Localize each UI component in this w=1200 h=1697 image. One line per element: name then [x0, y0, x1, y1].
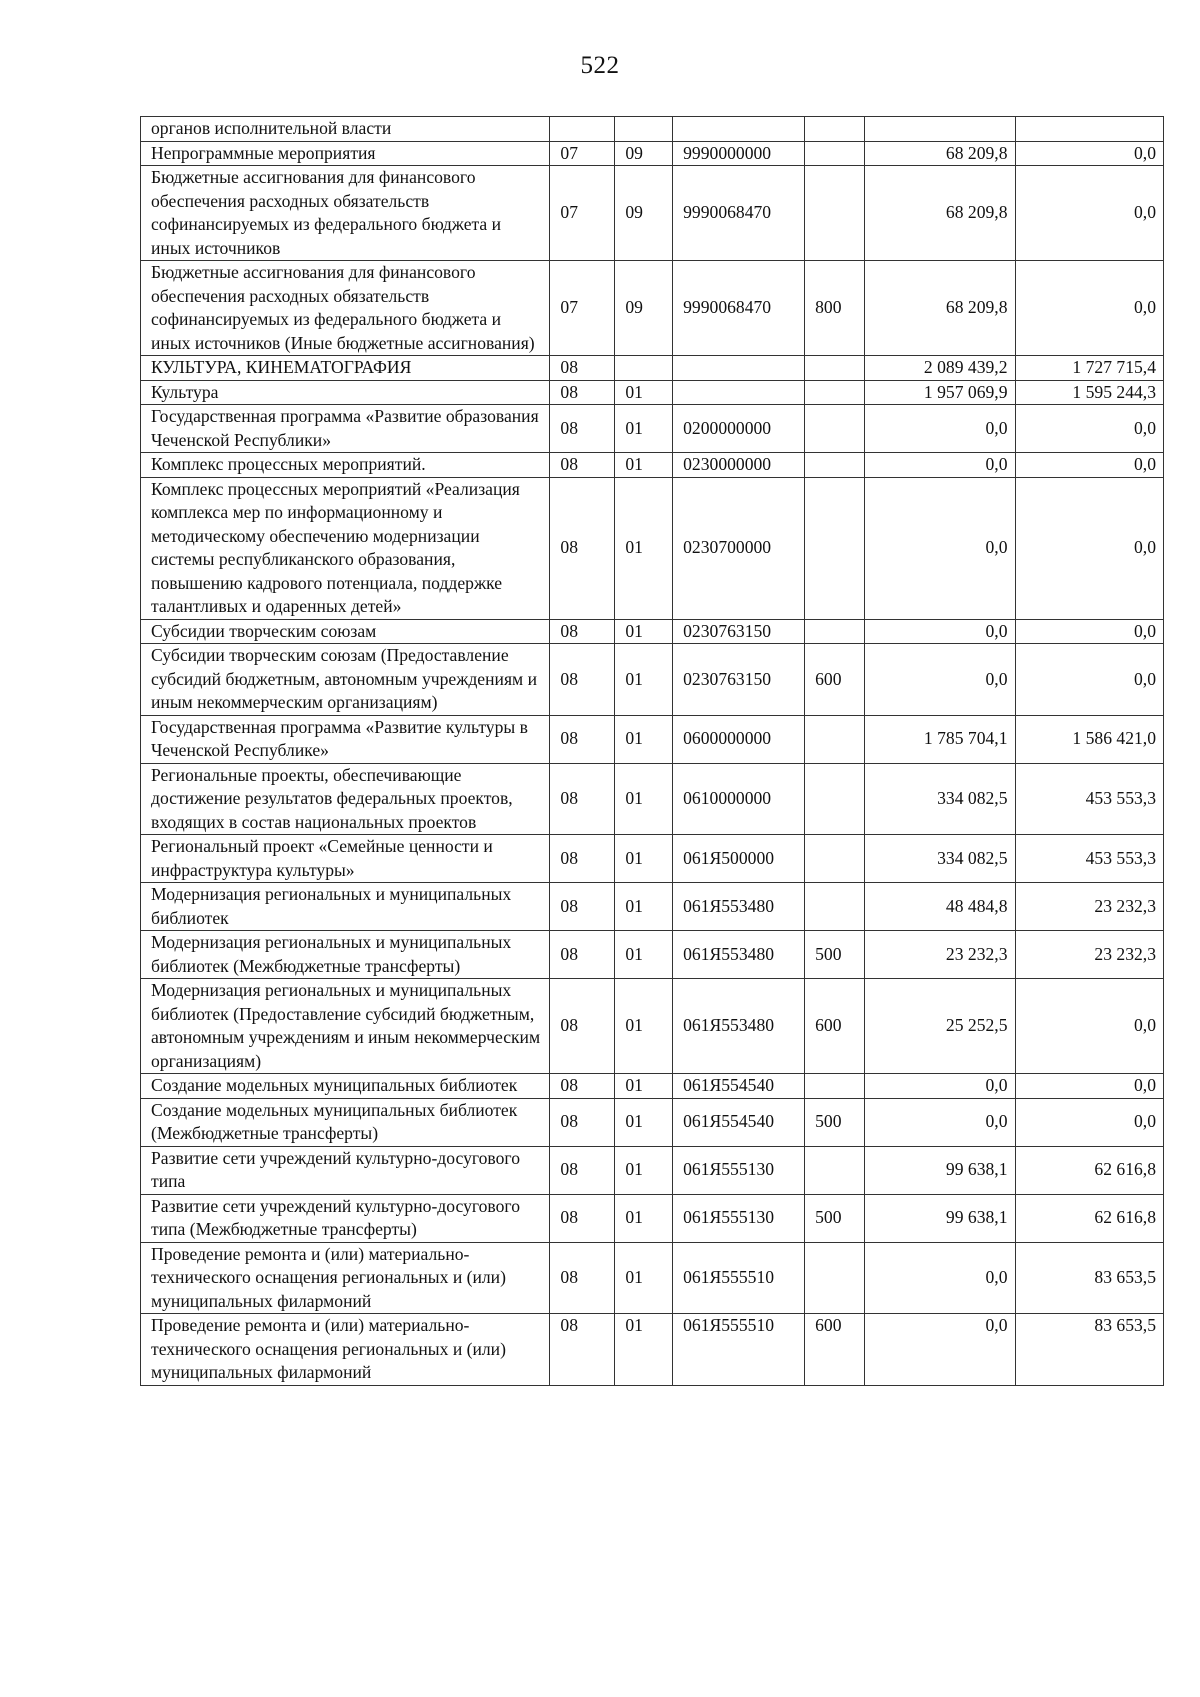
table-row	[141, 1314, 1164, 1386]
expense-type-code	[805, 835, 865, 883]
table-row	[141, 380, 1164, 405]
target-article-code: 061Я555510	[673, 1242, 805, 1314]
row-name: Непрограммные мероприятия	[141, 141, 550, 166]
expense-type-code	[805, 619, 865, 644]
amount-year-2: 1 727 715,4	[1015, 356, 1164, 381]
subsection-code: 09	[615, 141, 673, 166]
amount-year-1: 1 785 704,1	[864, 715, 1015, 763]
budget-table-body	[141, 117, 1164, 1386]
subsection-code: 01	[615, 883, 673, 931]
table-row	[141, 883, 1164, 931]
table-row	[141, 715, 1164, 763]
amount-year-2: 0,0	[1015, 979, 1164, 1074]
row-name: Комплекс процессных мероприятий.	[141, 453, 550, 478]
target-article-code	[673, 380, 805, 405]
row-name: Государственная программа «Развитие культуры в Чеченской Республике»	[141, 715, 550, 763]
amount-year-2: 453 553,3	[1015, 835, 1164, 883]
table-row	[141, 835, 1164, 883]
target-article-code: 061Я553480	[673, 979, 805, 1074]
section-code	[550, 117, 615, 142]
target-article-code: 0230700000	[673, 477, 805, 619]
table-row	[141, 979, 1164, 1074]
amount-year-2: 23 232,3	[1015, 883, 1164, 931]
amount-year-1: 23 232,3	[864, 931, 1015, 979]
subsection-code: 09	[615, 261, 673, 356]
amount-year-1: 0,0	[864, 644, 1015, 716]
subsection-code: 01	[615, 405, 673, 453]
amount-year-1: 0,0	[864, 477, 1015, 619]
amount-year-2	[1015, 117, 1164, 142]
row-name: Культура	[141, 380, 550, 405]
expense-type-code	[805, 477, 865, 619]
amount-year-2: 0,0	[1015, 619, 1164, 644]
section-code: 08	[550, 1194, 615, 1242]
target-article-code: 9990068470	[673, 261, 805, 356]
section-code: 08	[550, 979, 615, 1074]
row-name: Модернизация региональных и муниципальных библиотек (Межбюджетные трансферты)	[141, 931, 550, 979]
row-name: Субсидии творческим союзам	[141, 619, 550, 644]
amount-year-2: 453 553,3	[1015, 763, 1164, 835]
section-code: 08	[550, 356, 615, 381]
subsection-code	[615, 356, 673, 381]
amount-year-2: 62 616,8	[1015, 1194, 1164, 1242]
amount-year-2: 83 653,5	[1015, 1314, 1164, 1386]
expense-type-code: 500	[805, 1098, 865, 1146]
subsection-code: 01	[615, 715, 673, 763]
target-article-code: 0230000000	[673, 453, 805, 478]
target-article-code: 061Я554540	[673, 1098, 805, 1146]
row-name: КУЛЬТУРА, КИНЕМАТОГРАФИЯ	[141, 356, 550, 381]
subsection-code: 01	[615, 644, 673, 716]
row-name: Проведение ремонта и (или) материально-технического оснащения региональных и (или) муниципальных филармоний	[141, 1242, 550, 1314]
table-row	[141, 141, 1164, 166]
section-code: 08	[550, 715, 615, 763]
target-article-code: 0610000000	[673, 763, 805, 835]
expense-type-code: 600	[805, 1314, 865, 1386]
target-article-code: 0230763150	[673, 619, 805, 644]
target-article-code: 061Я555130	[673, 1194, 805, 1242]
expense-type-code	[805, 141, 865, 166]
section-code: 08	[550, 1242, 615, 1314]
expense-type-code: 600	[805, 644, 865, 716]
target-article-code: 061Я500000	[673, 835, 805, 883]
expense-type-code	[805, 763, 865, 835]
amount-year-2: 1 595 244,3	[1015, 380, 1164, 405]
section-code: 08	[550, 763, 615, 835]
target-article-code: 9990000000	[673, 141, 805, 166]
section-code: 08	[550, 644, 615, 716]
amount-year-1: 0,0	[864, 1242, 1015, 1314]
table-row	[141, 405, 1164, 453]
subsection-code: 01	[615, 1314, 673, 1386]
table-row	[141, 1194, 1164, 1242]
amount-year-2: 0,0	[1015, 405, 1164, 453]
amount-year-1	[864, 117, 1015, 142]
expense-type-code	[805, 380, 865, 405]
table-row	[141, 931, 1164, 979]
table-row	[141, 166, 1164, 261]
amount-year-1: 1 957 069,9	[864, 380, 1015, 405]
expense-type-code	[805, 1242, 865, 1314]
subsection-code: 01	[615, 931, 673, 979]
expense-type-code	[805, 715, 865, 763]
row-name: Модернизация региональных и муниципальных библиотек	[141, 883, 550, 931]
subsection-code: 01	[615, 979, 673, 1074]
target-article-code	[673, 117, 805, 142]
target-article-code: 061Я553480	[673, 931, 805, 979]
section-code: 08	[550, 931, 615, 979]
target-article-code: 0230763150	[673, 644, 805, 716]
amount-year-2: 1 586 421,0	[1015, 715, 1164, 763]
subsection-code: 01	[615, 453, 673, 478]
row-name: Бюджетные ассигнования для финансового обеспечения расходных обязательств софинансируемых из федерального бюджета и иных источников	[141, 166, 550, 261]
expense-type-code: 500	[805, 931, 865, 979]
row-name: Региональные проекты, обеспечивающие достижение результатов федеральных проектов, входящих в состав национальных проектов	[141, 763, 550, 835]
target-article-code: 0600000000	[673, 715, 805, 763]
expense-type-code	[805, 117, 865, 142]
subsection-code: 01	[615, 619, 673, 644]
target-article-code: 9990068470	[673, 166, 805, 261]
section-code: 08	[550, 477, 615, 619]
section-code: 08	[550, 1074, 615, 1099]
section-code: 08	[550, 883, 615, 931]
section-code: 08	[550, 1098, 615, 1146]
budget-table	[140, 116, 1164, 1386]
expense-type-code	[805, 166, 865, 261]
subsection-code: 01	[615, 477, 673, 619]
section-code: 08	[550, 453, 615, 478]
amount-year-1: 334 082,5	[864, 763, 1015, 835]
amount-year-2: 0,0	[1015, 1074, 1164, 1099]
table-row	[141, 477, 1164, 619]
amount-year-1: 334 082,5	[864, 835, 1015, 883]
table-row	[141, 1146, 1164, 1194]
target-article-code: 061Я555130	[673, 1146, 805, 1194]
table-row	[141, 619, 1164, 644]
target-article-code: 0200000000	[673, 405, 805, 453]
table-row	[141, 261, 1164, 356]
section-code: 08	[550, 619, 615, 644]
subsection-code	[615, 117, 673, 142]
row-name: Создание модельных муниципальных библиотек	[141, 1074, 550, 1099]
amount-year-2: 0,0	[1015, 644, 1164, 716]
amount-year-1: 0,0	[864, 1314, 1015, 1386]
expense-type-code	[805, 1074, 865, 1099]
expense-type-code	[805, 356, 865, 381]
row-name: Модернизация региональных и муниципальных библиотек (Предоставление субсидий бюджетным, автономным учреждениям и иным некоммерческим организациям)	[141, 979, 550, 1074]
amount-year-1: 68 209,8	[864, 166, 1015, 261]
subsection-code: 01	[615, 380, 673, 405]
table-row	[141, 1242, 1164, 1314]
row-name: Создание модельных муниципальных библиотек (Межбюджетные трансферты)	[141, 1098, 550, 1146]
row-name: Развитие сети учреждений культурно-досугового типа	[141, 1146, 550, 1194]
row-name: Бюджетные ассигнования для финансового обеспечения расходных обязательств софинансируемых из федерального бюджета и иных источников (Иные бюджетные ассигнования)	[141, 261, 550, 356]
amount-year-1: 68 209,8	[864, 261, 1015, 356]
table-row	[141, 356, 1164, 381]
amount-year-2: 83 653,5	[1015, 1242, 1164, 1314]
amount-year-2: 0,0	[1015, 1098, 1164, 1146]
amount-year-1: 68 209,8	[864, 141, 1015, 166]
amount-year-1: 0,0	[864, 405, 1015, 453]
amount-year-2: 0,0	[1015, 261, 1164, 356]
row-name: Субсидии творческим союзам (Предоставление субсидий бюджетным, автономным учреждениям и иным некоммерческим организациям)	[141, 644, 550, 716]
amount-year-1: 99 638,1	[864, 1194, 1015, 1242]
amount-year-1: 0,0	[864, 1098, 1015, 1146]
amount-year-1: 2 089 439,2	[864, 356, 1015, 381]
expense-type-code: 800	[805, 261, 865, 356]
amount-year-2: 0,0	[1015, 477, 1164, 619]
amount-year-1: 25 252,5	[864, 979, 1015, 1074]
amount-year-2: 0,0	[1015, 166, 1164, 261]
amount-year-2: 0,0	[1015, 453, 1164, 478]
section-code: 08	[550, 405, 615, 453]
subsection-code: 01	[615, 763, 673, 835]
subsection-code: 01	[615, 1194, 673, 1242]
expense-type-code: 500	[805, 1194, 865, 1242]
section-code: 07	[550, 141, 615, 166]
expense-type-code	[805, 883, 865, 931]
amount-year-1: 0,0	[864, 453, 1015, 478]
section-code: 07	[550, 261, 615, 356]
expense-type-code: 600	[805, 979, 865, 1074]
subsection-code: 01	[615, 1074, 673, 1099]
section-code: 08	[550, 835, 615, 883]
target-article-code: 061Я553480	[673, 883, 805, 931]
expense-type-code	[805, 1146, 865, 1194]
subsection-code: 09	[615, 166, 673, 261]
table-row	[141, 1098, 1164, 1146]
table-row	[141, 117, 1164, 142]
section-code: 08	[550, 380, 615, 405]
amount-year-1: 0,0	[864, 1074, 1015, 1099]
amount-year-2: 0,0	[1015, 141, 1164, 166]
target-article-code: 061Я555510	[673, 1314, 805, 1386]
amount-year-1: 99 638,1	[864, 1146, 1015, 1194]
subsection-code: 01	[615, 1242, 673, 1314]
target-article-code: 061Я554540	[673, 1074, 805, 1099]
row-name: Государственная программа «Развитие образования Чеченской Республики»	[141, 405, 550, 453]
amount-year-1: 0,0	[864, 619, 1015, 644]
row-name: органов исполнительной власти	[141, 117, 550, 142]
section-code: 08	[550, 1146, 615, 1194]
amount-year-2: 62 616,8	[1015, 1146, 1164, 1194]
row-name: Комплекс процессных мероприятий «Реализация комплекса мер по информационному и методическому обеспечению модернизации системы республиканского образования, повышению кадрового потенциала, поддержке талантливых и одаренных детей»	[141, 477, 550, 619]
amount-year-2: 23 232,3	[1015, 931, 1164, 979]
subsection-code: 01	[615, 1098, 673, 1146]
table-row	[141, 1074, 1164, 1099]
row-name: Проведение ремонта и (или) материально-технического оснащения региональных и (или) муниципальных филармоний	[141, 1314, 550, 1386]
section-code: 08	[550, 1314, 615, 1386]
table-row	[141, 453, 1164, 478]
table-row	[141, 644, 1164, 716]
subsection-code: 01	[615, 835, 673, 883]
expense-type-code	[805, 453, 865, 478]
page-number: 522	[580, 52, 620, 79]
row-name: Региональный проект «Семейные ценности и инфраструктура культуры»	[141, 835, 550, 883]
section-code: 07	[550, 166, 615, 261]
expense-type-code	[805, 405, 865, 453]
table-row	[141, 763, 1164, 835]
row-name: Развитие сети учреждений культурно-досугового типа (Межбюджетные трансферты)	[141, 1194, 550, 1242]
amount-year-1: 48 484,8	[864, 883, 1015, 931]
target-article-code	[673, 356, 805, 381]
subsection-code: 01	[615, 1146, 673, 1194]
